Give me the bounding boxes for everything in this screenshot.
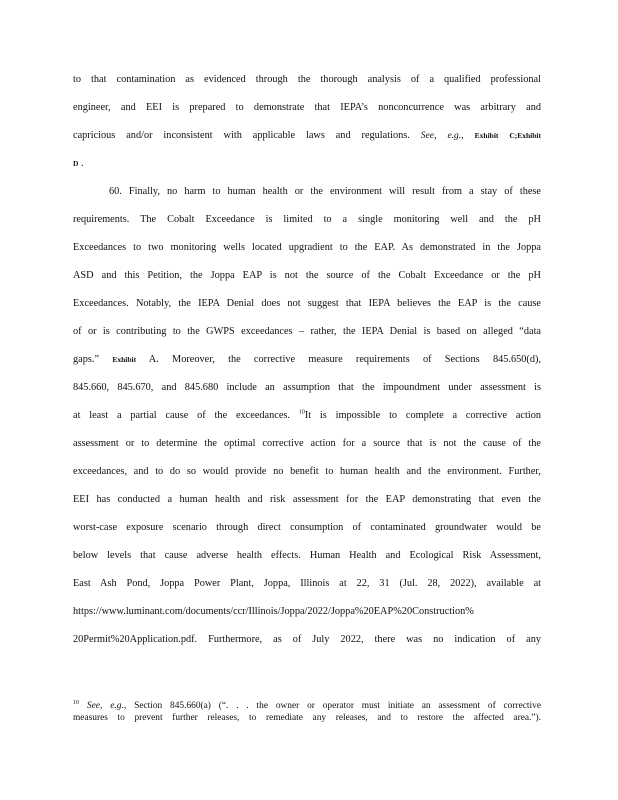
exhibit-reference: Exhibit [112,355,137,364]
body-line: below levels that cause adverse health effects. Human Health and Ecological Risk Assessment, [73,550,541,561]
url-line: https://www.luminant.com/documents/ccr/Illinois/Joppa/2022/Joppa%20EAP%20Construction% [73,606,474,617]
body-line: exceedances, and to do so would provide no benefit to human health and the environment. Further, [73,466,541,477]
paragraph-60-start: 60. Finally, no harm to human health or the environment will result from a stay of these [109,186,541,197]
body-line: gaps.” Exhibit A. Moreover, the corrective measure requirements of Sections 845.650(d), [73,354,541,365]
footnote-marker: 10 [298,409,305,416]
body-line: engineer, and EEI is prepared to demonstrate that IEPA’s nonconcurrence was arbitrary and [73,102,541,113]
body-line: at least a partial cause of the exceedances. $^{10}$It is impossible to complete a corrective action [73,409,541,421]
footnote-number: 10 [73,699,79,706]
body-line: EEI has conducted a human health and risk assessment for the EAP demonstrating that even the [73,494,541,505]
citation-signal: e.g. [447,131,462,141]
body-line: 845.660, 845.670, and 845.680 include an assumption that the impoundment under assessment is [73,382,541,393]
exhibit-reference: ;Exhibit [514,131,542,140]
body-line: requirements. The Cobalt Exceedance is limited to a single monitoring well and the pH [73,214,541,225]
body-line: to that contamination as evidenced through the thorough analysis of a qualified professional [73,74,541,85]
footnote-line: measures to prevent further releases, to remediate any releases, and to restore the affected area.”). [73,713,541,723]
body-line: capricious and/or inconsistent with applicable laws and regulations. See, e.g., Exhibit C;Exhibit [73,130,542,141]
footnote-10: $^{10}$ See, e.g., Section 845.660(a) (“. . . the owner or operator must initiate an assessment of corrective [73,699,541,711]
body-line: ASD and this Petition, the Joppa EAP is not the source of the Cobalt Exceedance or the pH [73,270,541,281]
body-line: East Ash Pond, Joppa Power Plant, Joppa, Illinois at 22, 31 (Jul. 28, 2022), available at [73,578,541,589]
body-line: of or is contributing to the GWPS exceedances – rather, the IEPA Denial is based on alleged “data [73,326,541,337]
body-line: Exceedances. Notably, the IEPA Denial does not suggest that IEPA believes the EAP is the cause [73,298,541,309]
citation-signal: See, [86,701,103,711]
body-line: D . [73,158,84,169]
body-line: Exceedances to two monitoring wells located upgradient to the EAP. As demonstrated in the Joppa [73,242,541,253]
body-line: worst-case exposure scenario through direct consumption of contaminated groundwater would be [73,522,541,533]
body-line: assessment or to determine the optimal corrective action for a source that is not the cause of the [73,438,541,449]
exhibit-reference: Exhibit [474,131,499,140]
citation-signal: e.g. [110,701,124,711]
body-line: 20Permit%20Application.pdf. Furthermore, as of July 2022, there was no indication of any [73,634,541,645]
citation-signal: See [420,131,434,141]
